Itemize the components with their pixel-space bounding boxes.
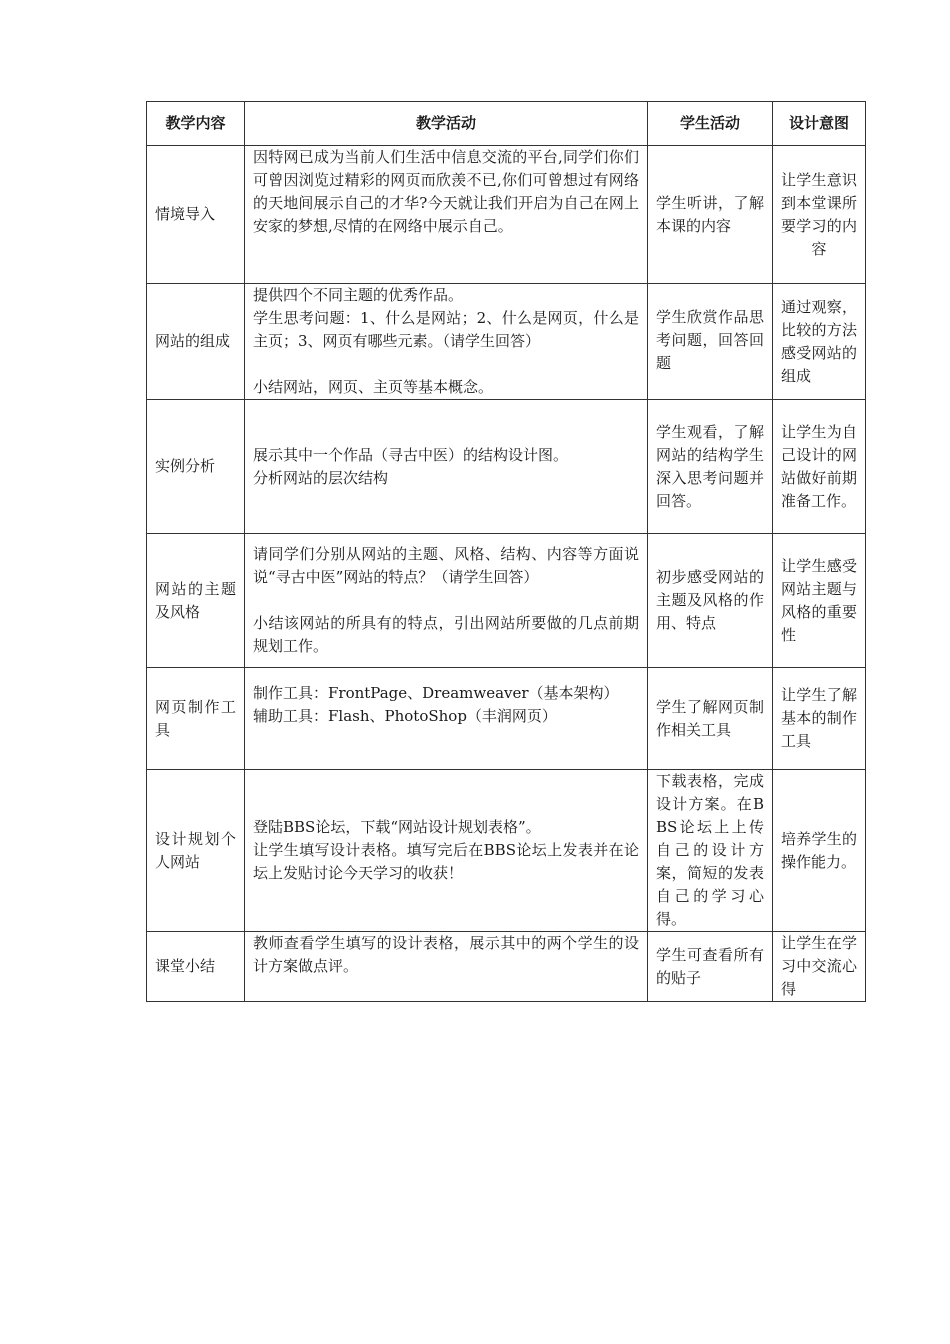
- teaching-activity-cell: [245, 400, 648, 534]
- header-teaching-activity: 教学活动: [245, 102, 648, 146]
- activity-line: 小结网站，网页、主页等基本概念。: [253, 378, 494, 396]
- lesson-plan-table: [146, 101, 866, 1002]
- student-activity-cell: 初步感受网站的主题及风格的作用、特点: [648, 534, 773, 668]
- activity-line: 分析网站的层次结构: [253, 468, 389, 487]
- activity-blank-line: [253, 353, 639, 376]
- header-student-activity: 学生活动: [648, 102, 773, 146]
- student-activity-cell: 学生听讲，了解本课的内容: [648, 146, 773, 284]
- activity-line: 制作工具：FrontPage、Dreamweaver（基本架构）: [253, 684, 619, 702]
- activity-line: 请同学们分别从网站的主题、风格、结构、内容等方面说说“寻古中医”网站的特点？（请学生回答）: [253, 545, 639, 586]
- table-header-row: [147, 102, 866, 146]
- table-row: [147, 668, 866, 770]
- teaching-activity-cell: [245, 770, 648, 932]
- table-row: [147, 146, 866, 284]
- header-teaching-content: 教学内容: [147, 102, 245, 146]
- design-intent-cell: 通过观察，比较的方法感受网站的组成: [773, 284, 866, 400]
- teaching-content-cell: 实例分析: [147, 400, 245, 534]
- teaching-content-cell: 设计规划个人网站: [147, 770, 245, 932]
- teaching-activity-cell: [245, 932, 648, 1002]
- activity-line: 展示其中一个作品（寻古中医）的结构设计图。: [253, 445, 569, 464]
- teaching-activity-cell: [245, 668, 648, 770]
- table-row: [147, 932, 866, 1002]
- table-row: [147, 770, 866, 932]
- activity-line: 小结该网站的所具有的特点，引出网站所要做的几点前期规划工作。: [253, 614, 639, 655]
- design-intent-cell: 让学生意识到本堂课所要学习的内容: [773, 146, 866, 284]
- student-activity-cell: 学生欣赏作品思考问题，回答回题: [648, 284, 773, 400]
- design-intent-cell: 让学生了解基本的制作工具: [773, 668, 866, 770]
- student-activity-cell: 学生可查看所有的贴子: [648, 932, 773, 1002]
- design-intent-cell: 让学生在学习中交流心得: [773, 932, 866, 1002]
- activity-line: 让学生填写设计表格。填写完后在BBS论坛上发表并在论坛上发贴讨论今天学习的收获！: [253, 841, 639, 882]
- teaching-activity-cell: [245, 534, 648, 668]
- teaching-content-cell: 课堂小结: [147, 932, 245, 1002]
- teaching-content-cell: 网页制作工具: [147, 668, 245, 770]
- activity-line: 因特网已成为当前人们生活中信息交流的平台,同学们你们可曾因浏览过精彩的网页而欣羡不已,你们可曾想过有网络的天地间展示自己的才华?今天就让我们开启为自己在网上安家的梦想,尽情的在网络中展示自己。: [253, 148, 639, 235]
- design-intent-cell: 让学生为自己设计的网站做好前期准备工作。: [773, 400, 866, 534]
- table-row: [147, 284, 866, 400]
- design-intent-cell: 让学生感受网站主题与风格的重要性: [773, 534, 866, 668]
- activity-line: 辅助工具：Flash、PhotoShop（丰润网页）: [253, 707, 557, 725]
- teaching-content-cell: 网站的组成: [147, 284, 245, 400]
- teaching-content-cell: 网站的主题及风格: [147, 534, 245, 668]
- student-activity-cell: 学生了解网页制作相关工具: [648, 668, 773, 770]
- design-intent-cell: 培养学生的操作能力。: [773, 770, 866, 932]
- header-design-intent: 设计意图: [773, 102, 866, 146]
- table-row: [147, 534, 866, 668]
- activity-line: 教师查看学生填写的设计表格，展示其中的两个学生的设计方案做点评。: [253, 934, 639, 975]
- teaching-activity-cell: [245, 284, 648, 400]
- table-row: [147, 400, 866, 534]
- teaching-activity-cell: [245, 146, 648, 284]
- teaching-content-cell: 情境导入: [147, 146, 245, 284]
- activity-line: 登陆BBS论坛，下载“网站设计规划表格”。: [253, 818, 541, 836]
- activity-blank-line: [253, 589, 639, 612]
- activity-line: 学生思考问题：1、什么是网站；2、什么是网页，什么是主页；3、网页有哪些元素。（请学生回答）: [253, 309, 639, 350]
- student-activity-cell: 学生观看，了解网站的结构学生深入思考问题并回答。: [648, 400, 773, 534]
- student-activity-cell: 下载表格，完成设计方案。在BBS论坛上上传自己的设计方案，简短的发表自己的学习心得。: [648, 770, 773, 932]
- activity-line: 提供四个不同主题的优秀作品。: [253, 286, 464, 304]
